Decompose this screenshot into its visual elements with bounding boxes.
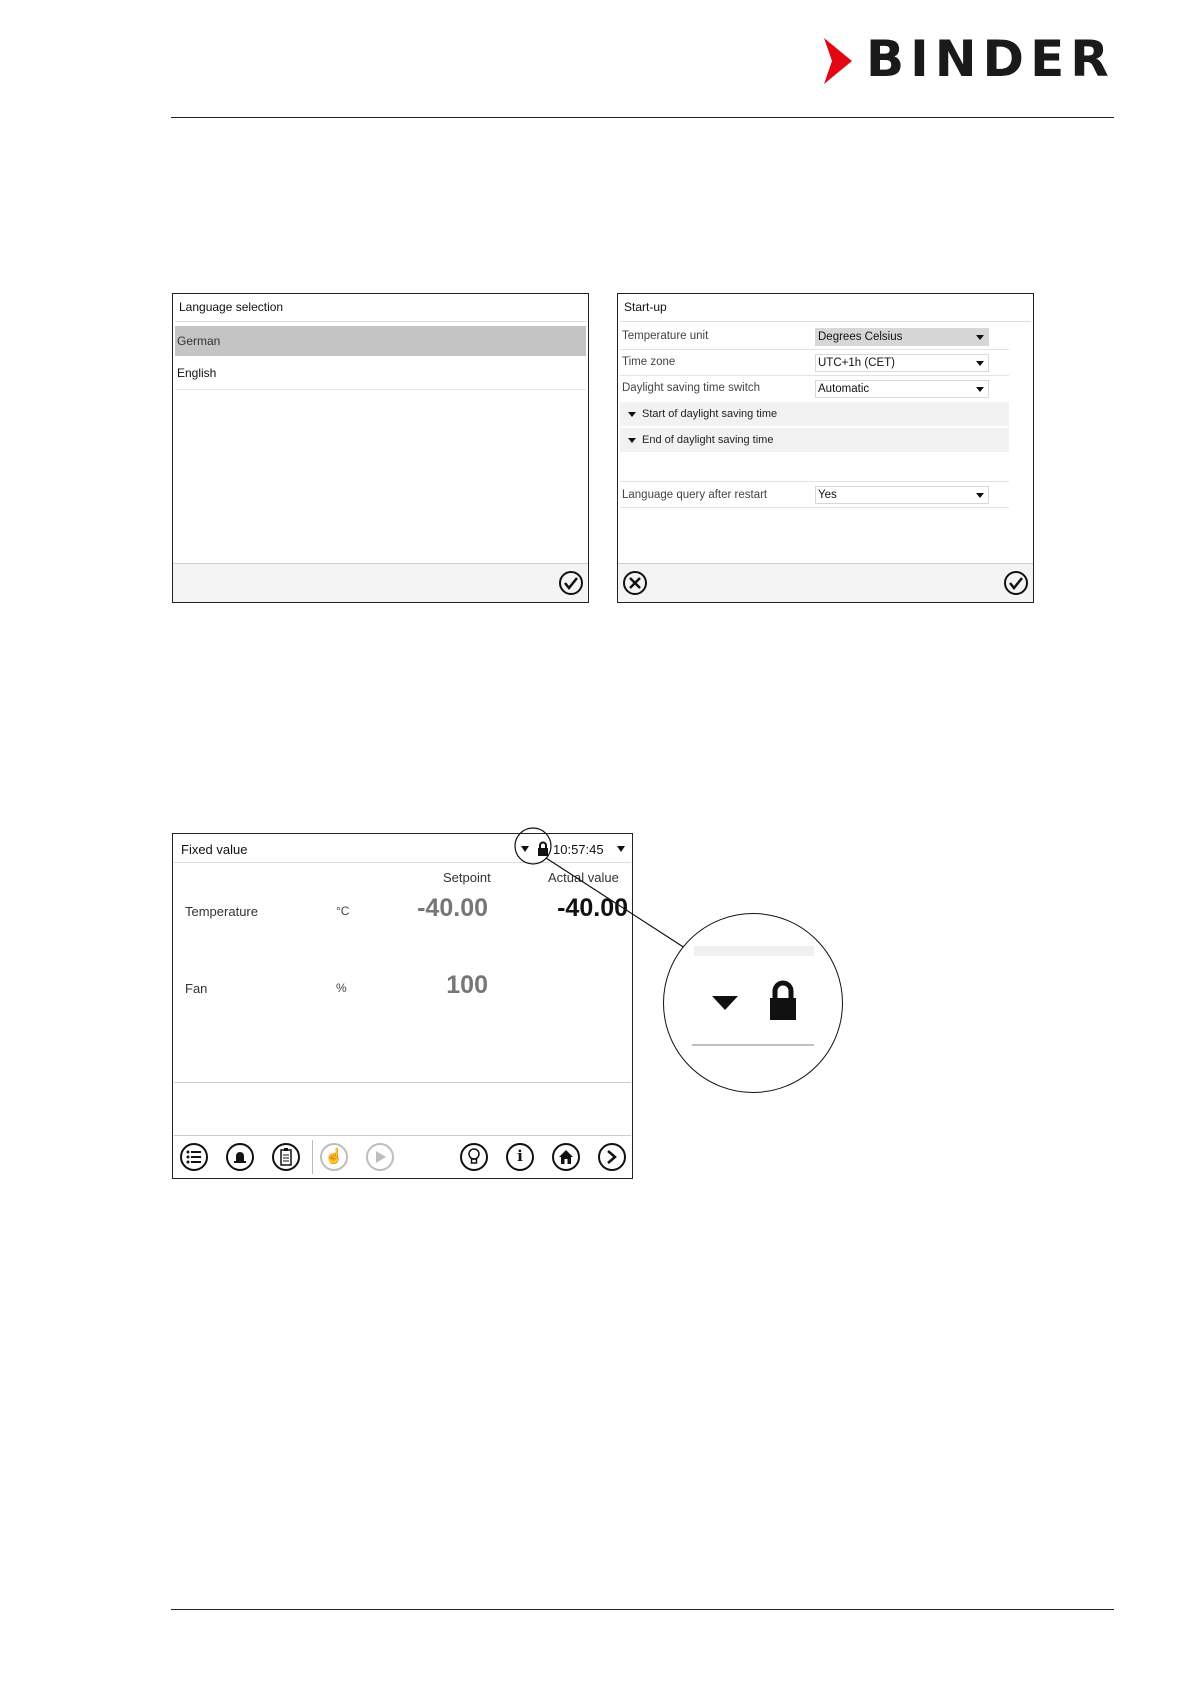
lock-zoom-callout [663, 913, 843, 1093]
temperature-label: Temperature [185, 904, 258, 919]
time-zone-value: UTC+1h (CET) [818, 357, 895, 369]
zoom-divider [692, 1044, 814, 1046]
language-item-english[interactable]: English [177, 366, 217, 380]
setpoint-header: Setpoint [443, 870, 491, 885]
fan-unit: % [336, 981, 347, 995]
dst-end-label: End of daylight saving time [642, 434, 774, 446]
panel-title: Start-up [624, 300, 667, 314]
footer-rule [171, 1609, 1114, 1610]
dst-switch-label: Daylight saving time switch [622, 382, 761, 394]
time-zone-label: Time zone [622, 356, 676, 368]
info-icon[interactable]: i [506, 1143, 534, 1171]
temperature-actual: -40.00 [557, 894, 628, 922]
brand-name: BINDER [866, 30, 1115, 88]
clock-time: 10:57:45 [553, 842, 604, 857]
temperature-unit-value: Degrees Celsius [818, 331, 903, 343]
zoom-dropdown-icon [712, 996, 738, 1010]
fan-label: Fan [185, 981, 208, 996]
language-query-value: Yes [818, 489, 837, 501]
fan-setpoint[interactable]: 100 [446, 971, 488, 999]
manual-mode-icon: ☝ [320, 1143, 348, 1171]
zoom-header-strip [694, 946, 814, 956]
zoom-lock-icon [768, 980, 798, 1022]
actual-header: Actual value [548, 870, 619, 885]
temperature-unit: °C [336, 904, 350, 918]
language-item-german[interactable]: German [175, 326, 586, 356]
dst-switch-value: Automatic [818, 383, 870, 395]
dst-start-label: Start of daylight saving time [642, 408, 778, 420]
language-query-label: Language query after restart [622, 489, 768, 501]
screen-title: Fixed value [181, 842, 248, 857]
panel-title: Language selection [179, 300, 284, 314]
temperature-setpoint[interactable]: -40.00 [417, 894, 488, 922]
temperature-unit-label: Temperature unit [622, 330, 709, 342]
